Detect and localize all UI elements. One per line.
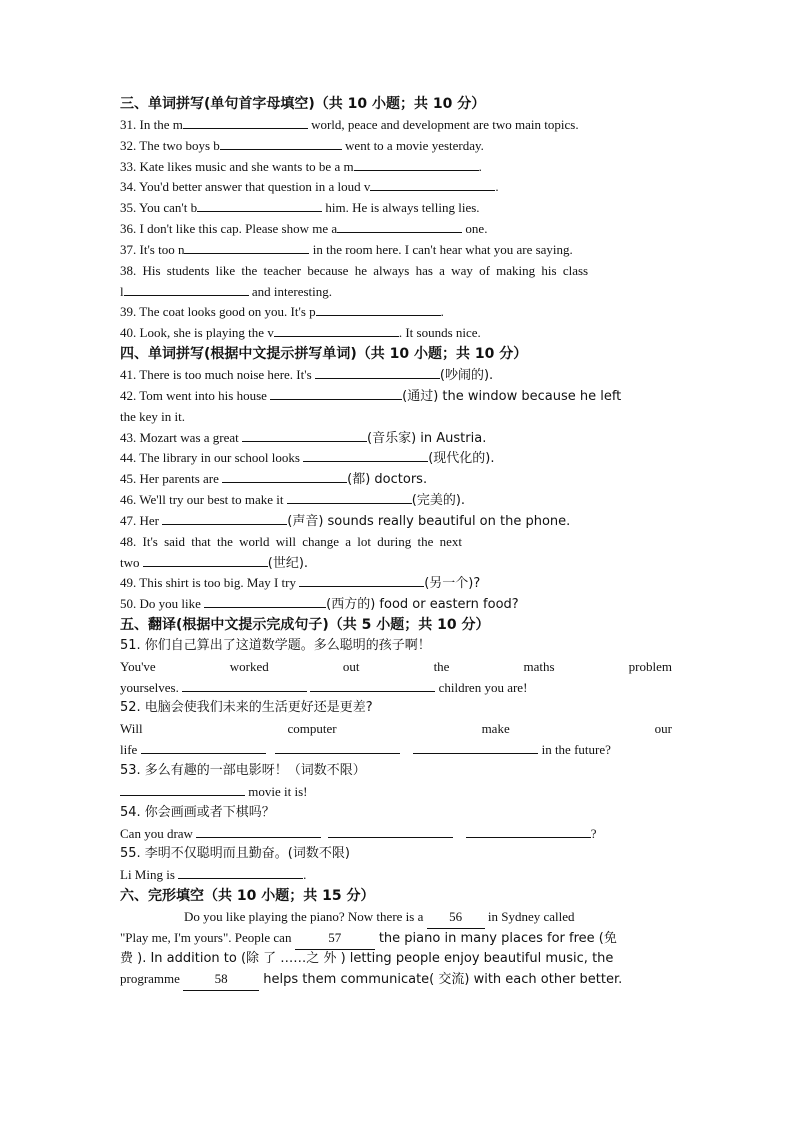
- question-34: 34. You'd better answer that question in a loud v .: [120, 179, 499, 195]
- answer-blank[interactable]: [182, 678, 307, 692]
- section-5-heading: 五、翻译(根据中文提示完成句子)（共 5 小题；共 10 分）: [120, 617, 490, 634]
- answer-blank[interactable]: [141, 740, 266, 754]
- question-51-line2: yourselves. children you are!: [120, 679, 528, 695]
- answer-blank[interactable]: [275, 740, 400, 754]
- blank-56[interactable]: 56: [427, 907, 485, 929]
- question-37: 37. It's too n in the room here. I can't hear what you are saying.: [120, 241, 573, 257]
- question-54-line: Can you draw ?: [120, 825, 597, 841]
- question-48: 48. It's said that the world will change a lot during the next: [120, 533, 462, 549]
- question-38: 38. His students like the teacher because he always has a way of making his class: [120, 262, 589, 278]
- question-48-cont: two (世纪).: [120, 554, 309, 571]
- answer-blank[interactable]: [316, 302, 441, 316]
- question-55-prompt: 55. 李明不仅聪明而且勤奋。(词数不限): [120, 846, 350, 862]
- question-38-cont: l and interesting.: [120, 283, 333, 299]
- exam-page: [120, 94, 672, 990]
- question-42-cont: the key in it.: [120, 408, 185, 424]
- answer-blank[interactable]: [197, 198, 322, 212]
- question-52-prompt: 52. 电脑会使我们未来的生活更好还是更差?: [120, 700, 373, 716]
- answer-blank[interactable]: [183, 115, 308, 129]
- answer-blank[interactable]: [222, 469, 347, 483]
- section-4-heading: 四、单词拼写(根据中文提示拼写单词)（共 10 小题；共 10 分）: [120, 346, 528, 363]
- question-39: 39. The coat looks good on you. It's p .: [120, 304, 444, 320]
- answer-blank[interactable]: [204, 594, 326, 608]
- answer-blank[interactable]: [274, 323, 399, 337]
- question-40: 40. Look, she is playing the v . It sounds nice.: [120, 325, 481, 341]
- answer-blank[interactable]: [178, 865, 303, 879]
- answer-blank[interactable]: [303, 448, 428, 462]
- question-44: 44. The library in our school looks (现代化的).: [120, 450, 495, 467]
- answer-blank[interactable]: [310, 678, 435, 692]
- question-52-line1: Will computer make our: [120, 721, 672, 737]
- question-32: 32. The two boys b went to a movie yesterday.: [120, 137, 484, 153]
- answer-blank[interactable]: [287, 490, 412, 504]
- answer-blank[interactable]: [328, 824, 453, 838]
- answer-blank[interactable]: [270, 386, 402, 400]
- section-6-heading: 六、完形填空（共 10 小题；共 15 分）: [120, 888, 375, 905]
- question-43: 43. Mozart was a great (音乐家) in Austria.: [120, 429, 487, 446]
- passage-line-2: "Play me, I'm yours". People can 57 the piano in many places for free (免: [120, 928, 672, 949]
- question-51-prompt: 51. 你们自己算出了这道数学题。多么聪明的孩子啊！: [120, 637, 431, 653]
- blank-57[interactable]: 57: [295, 928, 375, 950]
- answer-blank[interactable]: [143, 553, 268, 567]
- answer-blank[interactable]: [315, 365, 440, 379]
- question-47: 47. Her (声音) sounds really beautiful on the phone.: [120, 512, 571, 529]
- question-54-prompt: 54. 你会画画或者下棋吗？: [120, 804, 275, 820]
- answer-blank[interactable]: [196, 824, 321, 838]
- answer-blank[interactable]: [337, 219, 462, 233]
- question-33: 33. Kate likes music and she wants to be a m .: [120, 158, 482, 174]
- section-3-heading: 三、单词拼写(单句首字母填空)（共 10 小题；共 10 分）: [120, 96, 486, 112]
- answer-blank[interactable]: [220, 136, 342, 150]
- question-36: 36. I don't like this cap. Please show me a one.: [120, 221, 488, 237]
- answer-blank[interactable]: [466, 824, 591, 838]
- passage-line-3: 费 ). In addition to (除 了 ……之 外 ) letting people enjoy beautiful music, the: [120, 950, 614, 966]
- question-51-line1: You've worked out the maths problem: [120, 658, 672, 674]
- answer-blank[interactable]: [242, 428, 367, 442]
- answer-blank[interactable]: [370, 177, 495, 191]
- passage-line-1: Do you like playing the piano? Now there is a 56 in Sydney called: [120, 907, 672, 928]
- question-46: 46. We'll try our best to make it (完美的).: [120, 492, 466, 509]
- question-31: 31. In the m world, peace and development are two main topics.: [120, 116, 579, 132]
- answer-blank[interactable]: [354, 157, 479, 171]
- question-53-prompt: 53. 多么有趣的一部电影呀！（词数不限）: [120, 763, 366, 778]
- question-42: 42. Tom went into his house (通过) the window because he left: [120, 387, 622, 404]
- question-50: 50. Do you like (西方的) food or eastern food?: [120, 596, 519, 613]
- question-49: 49. This shirt is too big. May I try (另一个)?: [120, 575, 481, 592]
- passage-line-4: programme 58 helps them communicate( 交流) with each other better.: [120, 969, 672, 990]
- answer-blank[interactable]: [162, 511, 287, 525]
- question-55-line: Li Ming is .: [120, 867, 307, 883]
- answer-blank[interactable]: [120, 782, 245, 796]
- question-35: 35. You can't b him. He is always telling lies.: [120, 200, 480, 216]
- question-45: 45. Her parents are (都) doctors.: [120, 471, 428, 488]
- answer-blank[interactable]: [299, 573, 424, 587]
- answer-blank[interactable]: [184, 240, 309, 254]
- answer-blank[interactable]: [413, 740, 538, 754]
- question-52-line2: life in the future?: [120, 742, 611, 758]
- blank-58[interactable]: 58: [183, 969, 259, 991]
- answer-blank[interactable]: [124, 282, 249, 296]
- question-53-line: movie it is!: [120, 782, 672, 803]
- question-41: 41. There is too much noise here. It's (吵闹的).: [120, 366, 494, 383]
